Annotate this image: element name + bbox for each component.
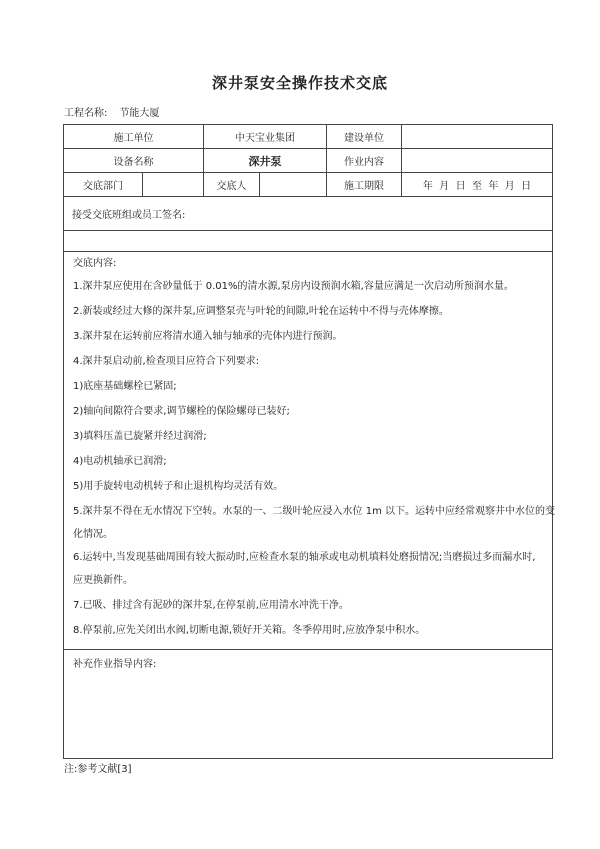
content-line: 1.深井泵应使用在含砂量低于 0.01%的清水源,泵房内设预润水箱,容量应满足一次启动所预润水量。 <box>73 281 514 292</box>
signature-label: 接受交底班组或员工签名: <box>72 210 186 221</box>
person-label: 交底人 <box>204 173 260 196</box>
content-line: 3)填料压盖已旋紧并经过润滑; <box>73 431 207 442</box>
supplement-block <box>63 650 553 759</box>
content-heading: 交底内容: <box>73 258 117 269</box>
person-value <box>260 173 327 196</box>
supplement-label: 补充作业指导内容: <box>73 659 157 670</box>
content-line: 化情况。 <box>73 529 113 540</box>
row-department <box>63 173 553 197</box>
device-value: 深井泵 <box>204 149 327 172</box>
content-line: 应更换新件。 <box>73 575 133 586</box>
row-construction-unit <box>63 124 553 149</box>
project-value: 节能大厦 <box>119 108 160 119</box>
content-line: 4.深井泵启动前,检查项目应符合下列要求: <box>73 356 260 367</box>
builder-value <box>402 125 552 148</box>
content-line: 2)轴向间隙符合要求,调节螺栓的保险螺母已装好; <box>73 406 290 417</box>
construction-unit-label: 施工单位 <box>64 125 204 148</box>
work-value <box>402 149 552 172</box>
device-label: 设备名称 <box>64 149 204 172</box>
dept-value <box>143 173 204 196</box>
content-line: 4)电动机轴承已润滑; <box>73 456 167 467</box>
row-signature-blank <box>63 231 553 252</box>
content-line: 5.深井泵不得在无水情况下空转。水泵的一、二级叶轮应浸入水位 1m 以下。运转中应经常观察井中水位的变 <box>73 506 556 517</box>
period-value: 年 月 日 至 年 月 日 <box>422 181 532 192</box>
content-line: 7.已吸、排过含有泥砂的深井泵,在停泵前,应用清水冲洗干净。 <box>73 600 349 611</box>
work-label: 作业内容 <box>327 149 402 172</box>
content-line: 5)用手旋转电动机转子和止退机构均灵活有效。 <box>73 481 284 492</box>
disclosure-table <box>63 124 556 759</box>
project-name <box>64 104 171 119</box>
content-line: 6.运转中,当发现基础周围有较大振动时,应检查水泵的轴承或电动机填料处磨损情况;当磨损过多而漏水时, <box>73 552 536 563</box>
dept-label: 交底部门 <box>64 173 143 196</box>
content-block <box>63 252 556 650</box>
content-line: 2.新装或经过大修的深井泵,应调整泵壳与叶轮的间隙,叶轮在运转中不得与壳体摩擦。 <box>73 306 449 317</box>
builder-label: 建设单位 <box>327 125 402 148</box>
page-title: 深井泵安全操作技术交底 <box>211 74 388 92</box>
content-line: 8.停泵前,应先关闭出水阀,切断电源,锁好开关箱。冬季停用时,应放净泵中积水。 <box>73 625 426 636</box>
project-label: 工程名称: <box>64 108 108 119</box>
period-label: 施工期限 <box>327 173 402 196</box>
content-line: 3.深井泵在运转前应将清水通入轴与轴承的壳体内进行预润。 <box>73 331 343 342</box>
reference-note: 注:参考文献[3] <box>64 764 132 775</box>
row-device <box>63 149 553 173</box>
construction-unit-value: 中天宝业集团 <box>204 125 327 148</box>
row-signature <box>63 197 553 231</box>
content-line: 1)底座基础螺栓已紧固; <box>73 381 177 392</box>
